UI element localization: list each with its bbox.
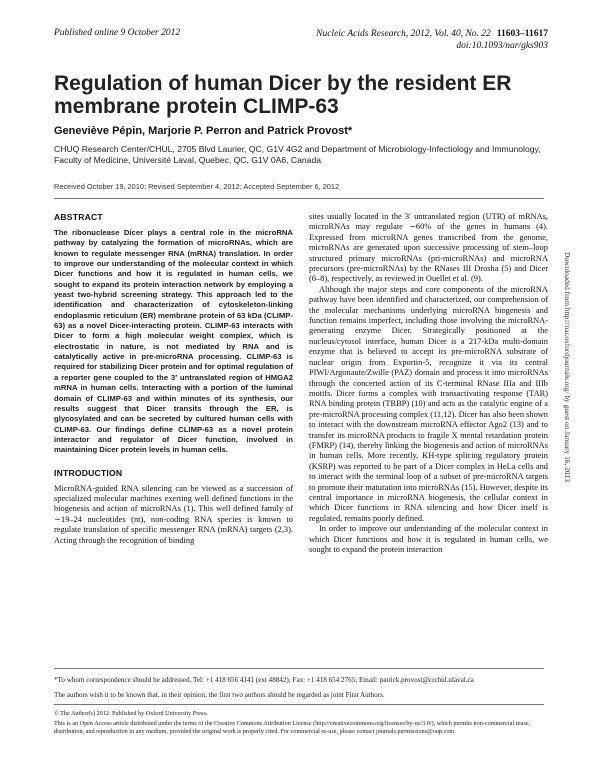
copyright-line: © The Author(s) 2012. Published by Oxford University Press. [54, 710, 208, 717]
footnote-divider [54, 668, 544, 669]
journal-citation [316, 28, 548, 52]
body-paragraph-1: sites usually located in the 3′ untranslated region (UTR) of mRNAs, microRNAs may regulate ∼60% of the genes in humans (4). Expressed from microRNA genes transcribed from the genome, microRNAs are generated upon successive processing of stem–loop structured primary microRNAs (pri-microRNAs) and microRNA precursors (pre-microRNAs) by the RNases III Drosha (5) and Dicer (6–8), respectively, as reviewed in Ouellet et al. (9). [309, 212, 548, 284]
correspondence-note: *To whom correspondence should be addressed. Tel: +1 418 656 4141 (ext 48842); Fax: +1 418 654 2765; Email: patrick.provost@crchul.ulaval.ca [54, 676, 474, 684]
license-text: This is an Open Access article distributed under the terms of the Creative Commons Attribution License (http://creativecommons.org/licenses/by-nc/3.0/), which permits non-commercial reuse, distribution, and reproduction in any medium, provided the original work is properly cited. For commercial re-use, please contact journals.permissions@oup.com. [54, 720, 531, 736]
affiliation: CHUQ Research Center/CHUL, 2705 Blvd Laurier, QC, G1V 4G2 and Department of Microbiology-Infectiology and Immunology, Faculty of Medicine, Université Laval, Quebec, QC, G1V 0A6, Canada [54, 144, 541, 165]
body-paragraph-2: Although the major steps and core components of the microRNA pathway have been identified and characterized, our comprehension of the molecular mechanisms underlying microRNA biogenesis and function remains imperfect, including those involving the microRNA-generating enzyme Dicer. Strategically positioned at the nucleus/cytosol interface, human Dicer is a 217-kDa multi-domain enzyme that is believed to accept its pre-microRNA substrate of nuclear origin from Exportin-5, recognize it via its central PIWI/Argonaute/Zwille (PAZ) domain and process it into microRNAs through the concerted action of its C-terminal RNase IIIa and IIIb motifs. Dicer forms a complex with transactivating response (TAR) RNA binding protein (TRBP) (10) and acts as the catalytic engine of a pre-microRNA processing complex (11,12). Dicer has also been shown to interact with the downstream microRNA effector Ago2 (13) and to transfer its microRNA products to fragile X mental retardation protein (FMRP) (14), thereby linking the biogenesis and action of microRNAs in human cells. More recently, KH-type splicing regulatory protein (KSRP) was reported to be part of a Dicer complex in HeLa cells and to interact with the terminal loop of a subset of pre-microRNA targets to promote their maturation into microRNAs (15). However, despite its central importance in microRNA biogenesis, the cellular context in which Dicer functions in RNA silencing and how Dicer itself is regulated, remains poorly defined. [309, 284, 548, 523]
introduction-text: MicroRNA-guided RNA silencing can be viewed as a succession of specialized molecular machines exerting well defined functions in the biogenesis and action of microRNAs (1). This well defined family of ∼19–24 nucleotides (nt), non-coding RNA species is known to regulate translation of specific messenger RNA (mRNA) targets (2,3). Acting through the recognition of binding [54, 483, 293, 545]
journal-name: Nucleic Acids Research, 2012, Vol. 40, No. 22 [316, 29, 491, 39]
header-divider [54, 198, 544, 199]
page-range: 11603–11617 [496, 29, 548, 39]
right-column [309, 212, 548, 555]
left-column [54, 212, 293, 546]
body-paragraph-3: In order to improve our understanding of the molecular context in which Dicer functions and how it is regulated in human cells, we sought to expand the protein interaction [309, 524, 548, 554]
joint-authorship-note: The authors wish it to be known that, in their opinion, the first two authors should be regarded as joint First Authors. [54, 691, 385, 699]
received-dates: Received October 19, 2010; Revised September 4, 2012; Accepted September 6, 2012 [54, 182, 340, 191]
abstract-heading: ABSTRACT [54, 212, 103, 222]
doi: doi:10.1093/nar/gks903 [456, 41, 548, 51]
author-list: Geneviève Pépin, Marjorie P. Perron and Patrick Provost* [54, 125, 353, 137]
article-title: Regulation of human Dicer by the resident ER membrane protein CLIMP-63 [54, 72, 512, 118]
download-watermark: Downloaded from http://nar.oxfordjournals.org/ by guest on January 16, 2013 [563, 252, 572, 482]
abstract-text: The ribonuclease Dicer plays a central role in the microRNA pathway by catalyzing the formation of microRNAs, which are known to regulate messenger RNA (mRNA) translation. In order to improve our understanding of the molecular context in which Dicer functions and how it is regulated in human cells, we sought to expand its protein interaction network by employing a yeast two-hybrid screening strategy. This approach led to the identification and characterization of cytoskeleton-linking endoplasmic reticulum (ER) membrane protein of 63 kDa (CLIMP-63) as a novel Dicer-interacting protein. CLIMP-63 interacts with Dicer to form a high molecular weight complex, which is electrostatic in nature, is not mediated by RNA and is catalytically active in pre-microRNA processing. CLIMP-63 is required for stabilizing Dicer protein and for optimal regulation of a reporter gene coupled to the 3′ untranslated region of HMGA2 mRNA in human cells. Interacting with a portion of the luminal domain of CLIMP-63 and within minutes of its synthesis, our results suggest that Dicer transits through the ER, is glycosylated and can be secreted by cultured human cells with CLIMP-63. Our findings define CLIMP-63 as a novel protein interactor and regulator of Dicer function, involved in maintaining Dicer protein levels in human cells. [54, 228, 293, 455]
copyright-divider [54, 704, 544, 705]
introduction-heading: INTRODUCTION [54, 467, 123, 478]
published-date: Published online 9 October 2012 [54, 28, 181, 38]
